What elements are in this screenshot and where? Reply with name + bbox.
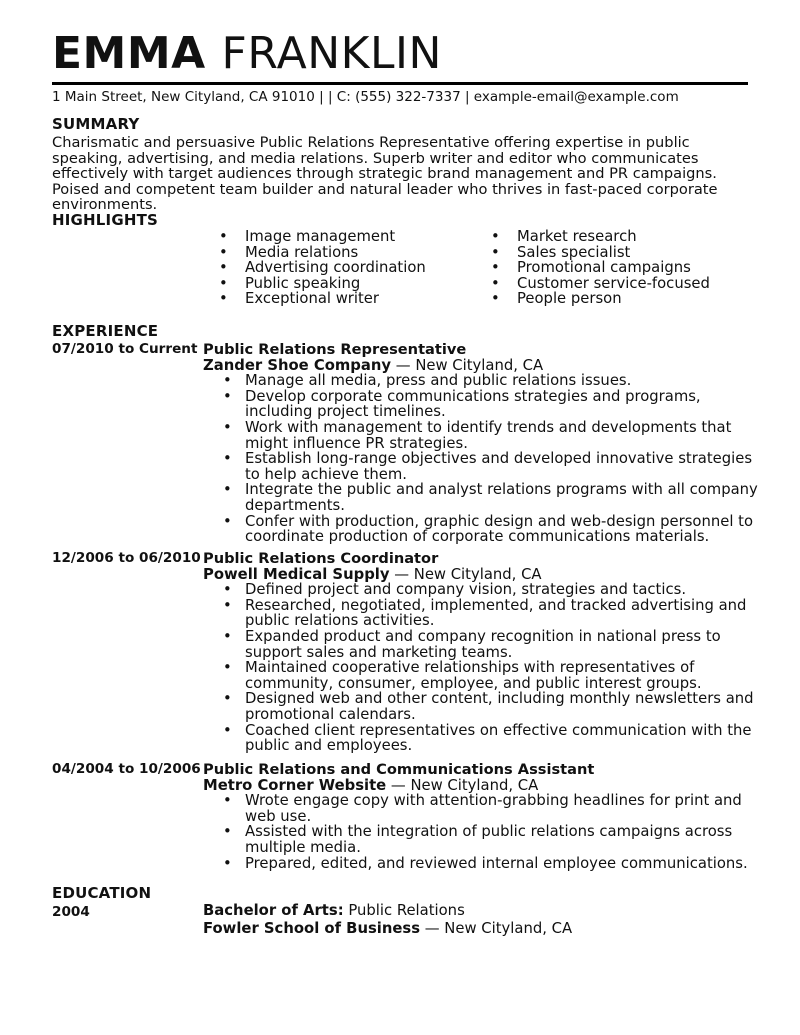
job-entry (203, 342, 758, 545)
highlight-item: • Customer service-focused (491, 276, 710, 292)
education-heading: EDUCATION (52, 884, 152, 902)
header-divider (52, 82, 748, 85)
job-company-line (203, 778, 758, 794)
job-bullet: • Confer with production, graphic design and web-design personnel to coordinate production of corporate communications materials. (203, 514, 758, 545)
job-bullets (203, 582, 758, 754)
job-bullet: • Develop corporate communications strategies and programs, including project timelines. (203, 389, 758, 420)
highlight-item: • People person (491, 291, 710, 307)
em-dash: — (395, 356, 411, 374)
em-dash: — (390, 776, 406, 794)
job-title: Public Relations and Communications Assistant (203, 761, 595, 778)
job-entry (203, 762, 758, 871)
degree: Bachelor of Arts (203, 902, 338, 919)
summary-heading: SUMMARY (52, 115, 140, 133)
job-bullet: • Coached client representatives on effective communication with the public and employees. (203, 723, 758, 754)
company-name: Zander Shoe Company (203, 356, 392, 374)
resume-header (52, 30, 748, 106)
degree-field: Public Relations (348, 902, 465, 919)
job-bullet: • Maintained cooperative relationships with representatives of community, consumer, employee, and public interest groups. (203, 660, 758, 691)
highlight-item: • Market research (491, 229, 710, 245)
school-location: New Cityland, CA (444, 920, 573, 937)
education-entry (203, 902, 758, 938)
candidate-name (52, 30, 748, 78)
em-dash: — (394, 565, 410, 583)
company-name: Metro Corner Website (203, 776, 387, 794)
education-year: 2004 (52, 904, 90, 920)
job-dates: 07/2010 to Current (52, 341, 198, 357)
company-name: Powell Medical Supply (203, 565, 390, 583)
highlight-item: • Advertising coordination (219, 260, 426, 276)
job-company-line (203, 567, 758, 583)
job-dates: 12/2006 to 06/2010 (52, 550, 201, 566)
job-bullet: • Assisted with the integration of public relations campaigns across multiple media. (203, 824, 758, 855)
job-bullet: • Researched, negotiated, implemented, and tracked advertising and public relations activities. (203, 598, 758, 629)
job-entry (203, 551, 758, 754)
job-bullet: • Prepared, edited, and reviewed internal employee communications. (203, 856, 758, 872)
company-location: New Cityland, CA (415, 356, 544, 374)
job-bullet: • Defined project and company vision, strategies and tactics. (203, 582, 758, 598)
company-location: New Cityland, CA (413, 565, 542, 583)
school-line (203, 920, 758, 938)
highlights-right-list (491, 229, 710, 307)
school-name: Fowler School of Business (203, 920, 421, 937)
highlight-item: • Sales specialist (491, 245, 710, 261)
job-bullet: • Work with management to identify trends and developments that might influence PR strategies. (203, 420, 758, 451)
job-bullets (203, 373, 758, 545)
job-bullet: • Integrate the public and analyst relations programs with all company departments. (203, 482, 758, 513)
job-bullets (203, 793, 758, 871)
degree-line (203, 902, 758, 920)
job-title: Public Relations Representative (203, 341, 467, 358)
highlights-heading: HIGHLIGHTS (52, 211, 159, 229)
highlights-left-list (219, 229, 426, 307)
highlight-item: • Exceptional writer (219, 291, 426, 307)
first-name: EMMA (52, 28, 206, 79)
contact-line: 1 Main Street, New Cityland, CA 91010 | | C: (555) 322-7337 | example-email@example.com (52, 89, 679, 105)
job-bullet: • Manage all media, press and public relations issues. (203, 373, 758, 389)
last-name: FRANKLIN (221, 28, 442, 79)
em-dash: — (424, 920, 440, 937)
highlight-item: • Image management (219, 229, 426, 245)
highlight-item: • Media relations (219, 245, 426, 261)
job-dates: 04/2004 to 10/2006 (52, 761, 201, 777)
job-company-line (203, 358, 758, 374)
degree-colon: : (337, 902, 344, 919)
job-bullet: • Establish long-range objectives and developed innovative strategies to help achieve them. (203, 451, 758, 482)
highlight-item: • Promotional campaigns (491, 260, 710, 276)
job-bullet: • Designed web and other content, including monthly newsletters and promotional calendars. (203, 691, 758, 722)
job-bullet: • Wrote engage copy with attention-grabbing headlines for print and web use. (203, 793, 758, 824)
job-bullet: • Expanded product and company recognition in national press to support sales and marketing teams. (203, 629, 758, 660)
experience-heading: EXPERIENCE (52, 322, 159, 340)
highlight-item: • Public speaking (219, 276, 426, 292)
job-title: Public Relations Coordinator (203, 550, 439, 567)
summary-text: Charismatic and persuasive Public Relations Representative offering expertise in public speaking, advertising, and media relations. Superb writer and editor who communicates effectively with target audiences through strategic brand management and PR campaigns. Poised and competent team builder and natural leader who thrives in fast-paced corporate environments. (52, 134, 718, 214)
company-location: New Cityland, CA (410, 776, 539, 794)
